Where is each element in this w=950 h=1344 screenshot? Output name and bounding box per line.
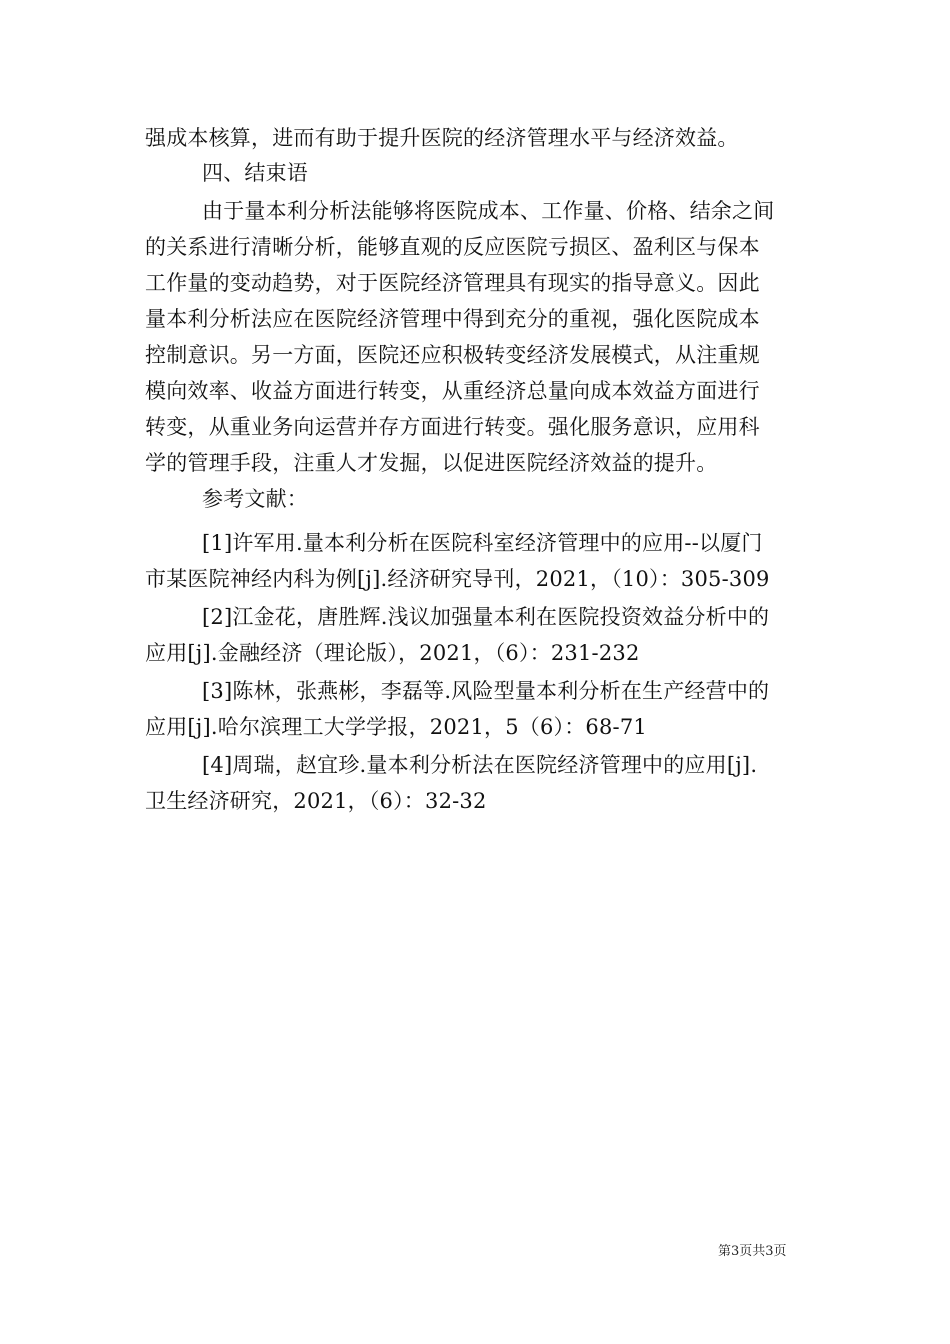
reference-line: 卫生经济研究，2021，（6）：32-32 [145, 789, 487, 813]
body-text-line: 转变，从重业务向运营并存方面进行转变。强化服务意识，应用科 [145, 415, 760, 439]
reference-line: [2]江金花，唐胜辉.浅议加强量本利在医院投资效益分析中的 [202, 605, 770, 629]
body-text-line: 的关系进行清晰分析，能够直观的反应医院亏损区、盈利区与保本 [145, 235, 760, 259]
body-text-line: 学的管理手段，注重人才发掘，以促进医院经济效益的提升。 [145, 451, 718, 475]
reference-line: 应用[j].哈尔滨理工大学学报，2021，5（6）：68-71 [145, 715, 647, 739]
section-heading: 四、结束语 [202, 161, 308, 185]
body-text-line: 控制意识。另一方面，医院还应积极转变经济发展模式，从注重规 [145, 343, 760, 367]
reference-line: [4]周瑞，赵宜珍.量本利分析法在医院经济管理中的应用[j]. [202, 753, 758, 777]
body-text-line: 量本利分析法应在医院经济管理中得到充分的重视，强化医院成本 [145, 307, 760, 331]
reference-line: [1]许军用.量本利分析在医院科室经济管理中的应用--以厦门 [202, 531, 763, 555]
page-number: 第3页共3页 [718, 1244, 787, 1259]
reference-line: [3]陈林，张燕彬，李磊等.风险型量本利分析在生产经营中的 [202, 679, 770, 703]
body-text-line: 工作量的变动趋势，对于医院经济管理具有现实的指导意义。因此 [145, 271, 760, 295]
reference-line: 应用[j].金融经济（理论版），2021，（6）：231-232 [145, 641, 640, 665]
body-text-line: 模向效率、收益方面进行转变，从重经济总量向成本效益方面进行 [145, 379, 760, 403]
body-text-line: 由于量本利分析法能够将医院成本、工作量、价格、结余之间 [202, 199, 775, 223]
body-text-line: 强成本核算，进而有助于提升医院的经济管理水平与经济效益。 [145, 126, 739, 150]
reference-line: 市某医院神经内科为例[j].经济研究导刊，2021，（10）：305-309 [145, 567, 770, 591]
references-heading: 参考文献： [202, 487, 308, 511]
